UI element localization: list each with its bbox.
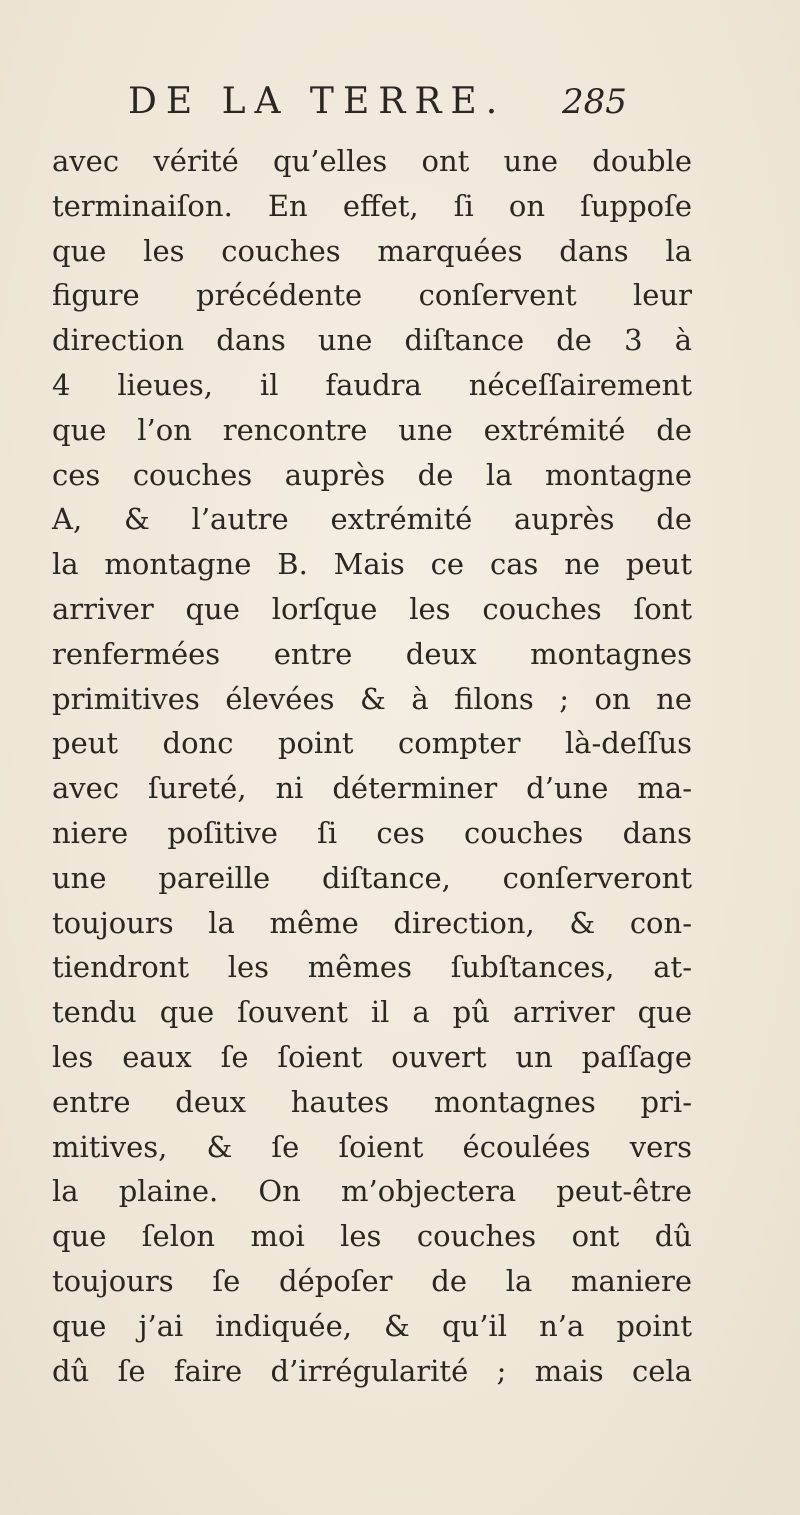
text-line: que les couches marquées dans la bbox=[52, 233, 692, 268]
page-number: 285 bbox=[562, 82, 627, 122]
text-line: dû ſe faire d’irrégularité ; mais cela bbox=[52, 1353, 692, 1388]
text-line: que l’on rencontre une extrémité de bbox=[52, 412, 692, 447]
text-line: ces couches auprès de la montagne bbox=[52, 457, 692, 492]
text-line: la plaine. On m’objectera peut-être bbox=[52, 1174, 692, 1209]
text-line: renfermées entre deux montagnes bbox=[52, 636, 692, 671]
text-line: figure précédente conſervent leur bbox=[52, 278, 692, 313]
page-header bbox=[0, 72, 800, 132]
text-line: direction dans une diſtance de 3 à bbox=[52, 323, 692, 358]
text-line: niere poſitive ſi ces couches dans bbox=[52, 815, 692, 850]
text-line: tendu que ſouvent il a pû arriver que bbox=[52, 995, 692, 1030]
text-line: primitives élevées & à filons ; on ne bbox=[52, 681, 692, 716]
text-line: A, & l’autre extrémité auprès de bbox=[52, 502, 692, 537]
text-line: avec vérité qu’elles ont une double bbox=[52, 144, 692, 178]
text-line: la montagne B. Mais ce cas ne peut bbox=[52, 547, 692, 582]
text-line: que j’ai indiquée, & qu’il n’a point bbox=[52, 1308, 692, 1343]
text-line: tiendront les mêmes ſubſtances, at- bbox=[52, 950, 692, 985]
text-line: terminaiſon. En effet, ſi on ſuppoſe bbox=[52, 188, 692, 223]
body-text bbox=[52, 139, 692, 1393]
text-line: une pareille diſtance, conſerveront bbox=[52, 860, 692, 895]
text-line: 4 lieues, il faudra néceſſairement bbox=[52, 367, 692, 402]
text-line: toujours la même direction, & con- bbox=[52, 905, 692, 940]
text-line: avec ſureté, ni déterminer d’une ma- bbox=[52, 771, 692, 806]
text-line: toujours ſe dépoſer de la maniere bbox=[52, 1263, 692, 1298]
text-line: entre deux hautes montagnes pri- bbox=[52, 1084, 692, 1119]
text-line: peut donc point compter là-deſſus bbox=[52, 726, 692, 761]
text-line: les eaux ſe ſoient ouvert un paſſage bbox=[52, 1039, 692, 1074]
text-line: mitives, & ſe ſoient écoulées vers bbox=[52, 1129, 692, 1164]
text-line: que ſelon moi les couches ont dû bbox=[52, 1219, 692, 1254]
running-head: DE LA TERRE. bbox=[128, 81, 507, 122]
text-line: arriver que lorſque les couches ſont bbox=[52, 591, 692, 626]
